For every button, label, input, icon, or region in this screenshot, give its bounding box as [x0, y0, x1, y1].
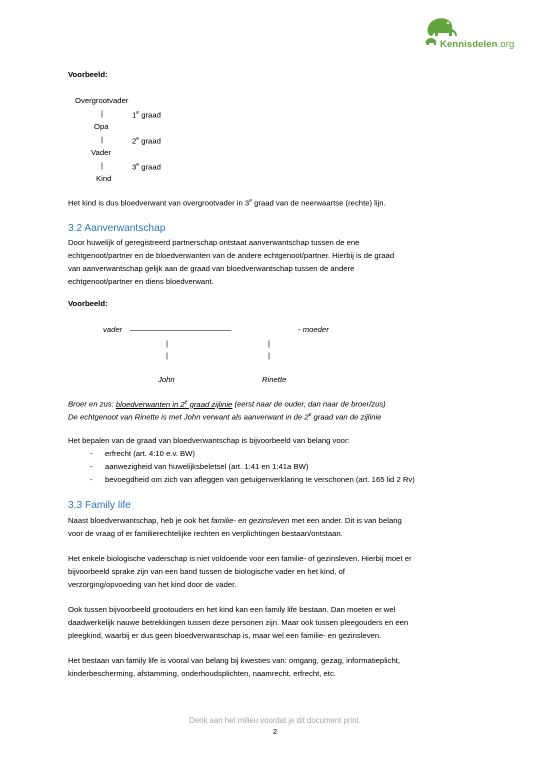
- bullet-item: bevoegdheid om zich van afleggen van getuigenverklaring te verschonen (art. 165 lid 2 Rv): [105, 475, 415, 484]
- paragraph-line: Door huwelijk of geregistreerd partnerschap ontstaat aanverwantschap tussen de ene: [68, 238, 360, 247]
- paragraph-line: Ook tussen bijvoorbeeld grootouders en het kind kan een family life bestaan. Dan moeten er wel: [68, 605, 396, 614]
- importance-intro: Het bepalen van de graad van bloedverwantschap is bijvoorbeeld van belang voor:: [68, 436, 350, 445]
- footer-notice: Denk aan het milieu voordat je dit document print.: [189, 716, 361, 725]
- bar-2: |: [101, 135, 103, 144]
- node-overgrootvader: Overgrootvader: [75, 96, 129, 105]
- diagram-bar-right: |: [268, 339, 270, 348]
- bullet-dash: -: [90, 462, 93, 471]
- node-kind: Kind: [96, 174, 112, 183]
- bar-1: |: [101, 109, 103, 118]
- degree-1: 1e graad: [132, 110, 161, 120]
- diagram-bar-left: |: [166, 339, 168, 348]
- bar-3: |: [101, 161, 103, 170]
- node-vader: Vader: [91, 148, 111, 157]
- paragraph-line: daadwerkelijk nauwe betrekkingen tussen deze personen zijn. Maar ook tussen pleegouders en een: [68, 618, 409, 627]
- paragraph-line: verzorging/opvoeding van het kind door de vader.: [68, 580, 237, 589]
- degree-3: 3e graad: [132, 162, 161, 172]
- paragraph-line: Naast bloedverwantschap, heb je ook het familie- en gezinsleven met een ander. Dit is van belang: [68, 516, 402, 525]
- diagram-john: John: [158, 375, 175, 384]
- paragraph-line: echtgenoot/partner en de bloedverwanten van de andere echtgenoot/partner. Hierbij is de graad: [68, 251, 395, 260]
- bullet-item: aanwezigheid van huwelijksbeletsel (art. 1:41 en 1:41a BW): [105, 462, 309, 471]
- diagram-marriage-line: ––––––––––––––––––––––––––––––––––––: [130, 325, 230, 334]
- diagram-rinette: Rinette: [262, 375, 287, 384]
- diagram-bar-left: |: [166, 351, 168, 360]
- small-elephant-icon: [424, 36, 438, 46]
- node-opa: Opa: [94, 122, 109, 131]
- paragraph-line: echtgenoot/partner en diens bloedverwant.: [68, 277, 214, 286]
- bullet-item: erfrecht (art. 4:10 e.v. BW): [105, 449, 195, 458]
- diagram-vader: vader: [103, 325, 123, 334]
- paragraph-line: bijvoorbeeld sprake zijn van een band tussen de biologische vader en het kind, of: [68, 567, 345, 576]
- diagram-moeder: - moeder: [298, 325, 329, 334]
- bullet-dash: -: [90, 475, 93, 484]
- diagram-bar-right: |: [268, 351, 270, 360]
- example1-conclusion: Het kind is dus bloedverwant van overgrootvader in 3e graad van de neerwaartse (rechte) lijn.: [68, 198, 386, 208]
- note-echtgenoot: De echtgenoot van Rinette is met John verwant als aanverwant in de 2e graad van de zijlinie: [68, 412, 382, 422]
- paragraph-line: kinderbescherming, afstamming, onderhoudsplichten, naamrecht, erfrecht, etc.: [68, 669, 336, 678]
- section-heading-family-life: 3.3 Family life: [68, 500, 131, 511]
- note-broer-zus: Broer en zus: bloedverwanten in 2e graad zijlinie (eerst naar de ouder, dan naar de broer/zus): [68, 399, 386, 409]
- paragraph-line: Het bestaan van family life is vooral van belang bij kwesties van: omgang, gezag, informatieplicht,: [68, 656, 401, 665]
- paragraph-line: voor de vraag of er familierechtelijke rechten en verplichtingen bestaan/ontstaan.: [68, 529, 343, 538]
- logo-domain: .org: [497, 39, 515, 50]
- degree-2: 2e graad: [132, 136, 161, 146]
- kennisdelen-logo: [418, 12, 533, 52]
- paragraph-line: pleegkind, waarbij er dus geen bloedverwantschap is, maar wel een familie- en gezinsleven.: [68, 631, 382, 640]
- example-label: Voorbeeld:: [68, 299, 108, 308]
- paragraph-line: Het enkele biologische vaderschap is niet voldoende voor een familie- of gezinsleven. Hierbij moet er: [68, 554, 412, 563]
- section-heading-aanverwantschap: 3.2 Aanverwantschap: [68, 223, 166, 234]
- bullet-dash: -: [90, 449, 93, 458]
- logo-wordmark: Kennisdelen: [440, 39, 498, 50]
- example-label: Voorbeeld:: [68, 70, 108, 79]
- page-number: 2: [272, 727, 278, 736]
- paragraph-line: van aanverwantschap gelijk aan de graad van bloedverwantschap tussen de andere: [68, 264, 355, 273]
